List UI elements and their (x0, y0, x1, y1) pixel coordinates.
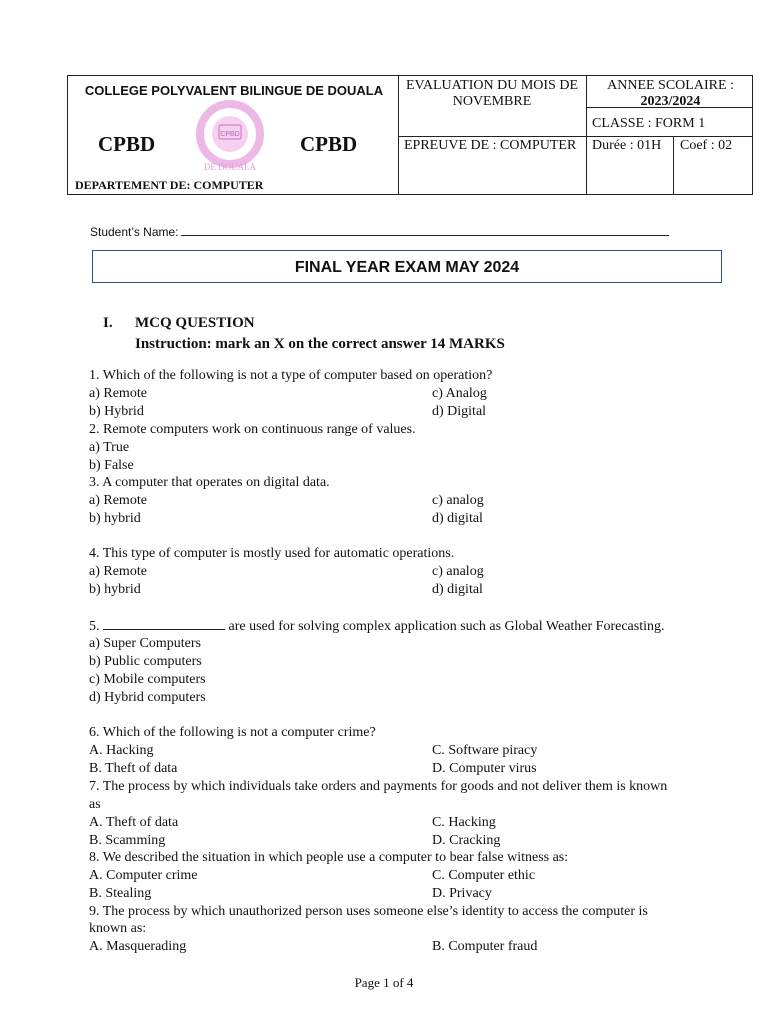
school-logo-icon (175, 98, 285, 172)
header-table (67, 75, 753, 195)
option-a[interactable]: a) Remote (89, 564, 147, 579)
coef-label: Coef : 02 (680, 138, 733, 153)
annee-value: 2023/2024 (640, 94, 701, 109)
option-c[interactable]: c) Mobile computers (89, 672, 206, 687)
logo-bottom-text: DE DOUALA (203, 162, 257, 172)
department: DEPARTEMENT DE: COMPUTER (75, 178, 264, 192)
option-b[interactable]: B. Theft of data (89, 761, 178, 776)
option-d[interactable]: d) digital (432, 582, 483, 597)
annee-label: ANNEE SCOLAIRE : (607, 78, 734, 93)
question-text: 6. Which of the following is not a computer crime? (89, 725, 376, 740)
page-number: Page 1 of 4 (354, 975, 414, 990)
option-d[interactable]: D. Computer virus (432, 761, 537, 776)
question-text: 2. Remote computers work on continuous range of values. (89, 422, 416, 437)
school-name: COLLEGE POLYVALENT BILINGUE DE DOUALA (84, 83, 384, 98)
option-c[interactable]: c) analog (432, 564, 484, 579)
option-c[interactable]: C. Computer ethic (432, 868, 536, 883)
classe-label: CLASSE : FORM 1 (592, 116, 706, 131)
question-body: are used for solving complex application such as Global Weather Forecasting. (228, 619, 665, 634)
question-number: 5. (89, 619, 100, 634)
option-b[interactable]: B. Scamming (89, 833, 166, 848)
option-a[interactable]: a) True (89, 440, 130, 455)
option-b[interactable]: B. Stealing (89, 886, 152, 901)
student-name-label: Student’s Name: (90, 225, 179, 239)
exam-title: FINAL YEAR EXAM MAY 2024 (92, 250, 722, 283)
student-name-line[interactable] (181, 224, 669, 236)
option-a[interactable]: a) Remote (89, 386, 147, 401)
option-b[interactable]: B. Computer fraud (432, 939, 538, 954)
student-name-field[interactable] (90, 224, 669, 239)
option-a[interactable]: a) Super Computers (89, 636, 201, 651)
question-text: 8. We described the situation in which people use a computer to bear false witness as: (89, 850, 569, 865)
answer-blank[interactable] (103, 617, 225, 630)
option-b[interactable]: b) hybrid (89, 511, 141, 526)
section-number: I. (103, 315, 113, 331)
option-b[interactable]: b) Hybrid (89, 404, 144, 419)
option-d[interactable]: d) digital (432, 511, 483, 526)
option-a[interactable]: A. Computer crime (89, 868, 198, 883)
option-a[interactable]: A. Theft of data (89, 815, 179, 830)
option-a[interactable]: a) Remote (89, 493, 147, 508)
option-d[interactable]: d) Hybrid computers (89, 690, 206, 705)
duree-label: Durée : 01H (592, 138, 662, 153)
divider (398, 76, 399, 194)
section-instruction: Instruction: mark an X on the correct answer 14 MARKS (135, 336, 505, 352)
abbr-right: CPBD (300, 132, 358, 156)
section-title: MCQ QUESTION (135, 315, 255, 331)
question-text-cont: known as: (89, 921, 147, 936)
option-c[interactable]: c) Analog (432, 386, 487, 401)
option-c[interactable]: c) analog (432, 493, 484, 508)
section-heading (103, 315, 255, 332)
option-b[interactable]: b) False (89, 458, 134, 473)
question-text-cont: as (89, 797, 101, 812)
question-text: 1. Which of the following is not a type of computer based on operation? (89, 368, 493, 383)
abbr-left: CPBD (98, 132, 156, 156)
option-c[interactable]: C. Software piracy (432, 743, 538, 758)
option-b[interactable]: b) Public computers (89, 654, 202, 669)
option-d[interactable]: D. Privacy (432, 886, 492, 901)
option-c[interactable]: C. Hacking (432, 815, 496, 830)
question-text: 9. The process by which unauthorized person uses someone else’s identity to access the computer is (89, 904, 648, 919)
evaluation-label: EVALUATION DU MOIS DE NOVEMBRE (405, 78, 578, 109)
option-a[interactable]: A. Hacking (89, 743, 154, 758)
option-b[interactable]: b) hybrid (89, 582, 141, 597)
question-text (89, 617, 665, 635)
option-a[interactable]: A. Masquerading (89, 939, 187, 954)
epreuve-label: EPREUVE DE : COMPUTER (404, 138, 577, 153)
divider (398, 136, 752, 137)
question-text: 7. The process by which individuals take orders and payments for goods and not deliver them is known (89, 779, 668, 794)
logo-center-text: CPBD (220, 131, 240, 138)
option-d[interactable]: d) Digital (432, 404, 487, 419)
divider (673, 136, 674, 194)
question-text: 3. A computer that operates on digital data. (89, 475, 330, 490)
question-text: 4. This type of computer is mostly used for automatic operations. (89, 546, 455, 561)
option-d[interactable]: D. Cracking (432, 833, 501, 848)
